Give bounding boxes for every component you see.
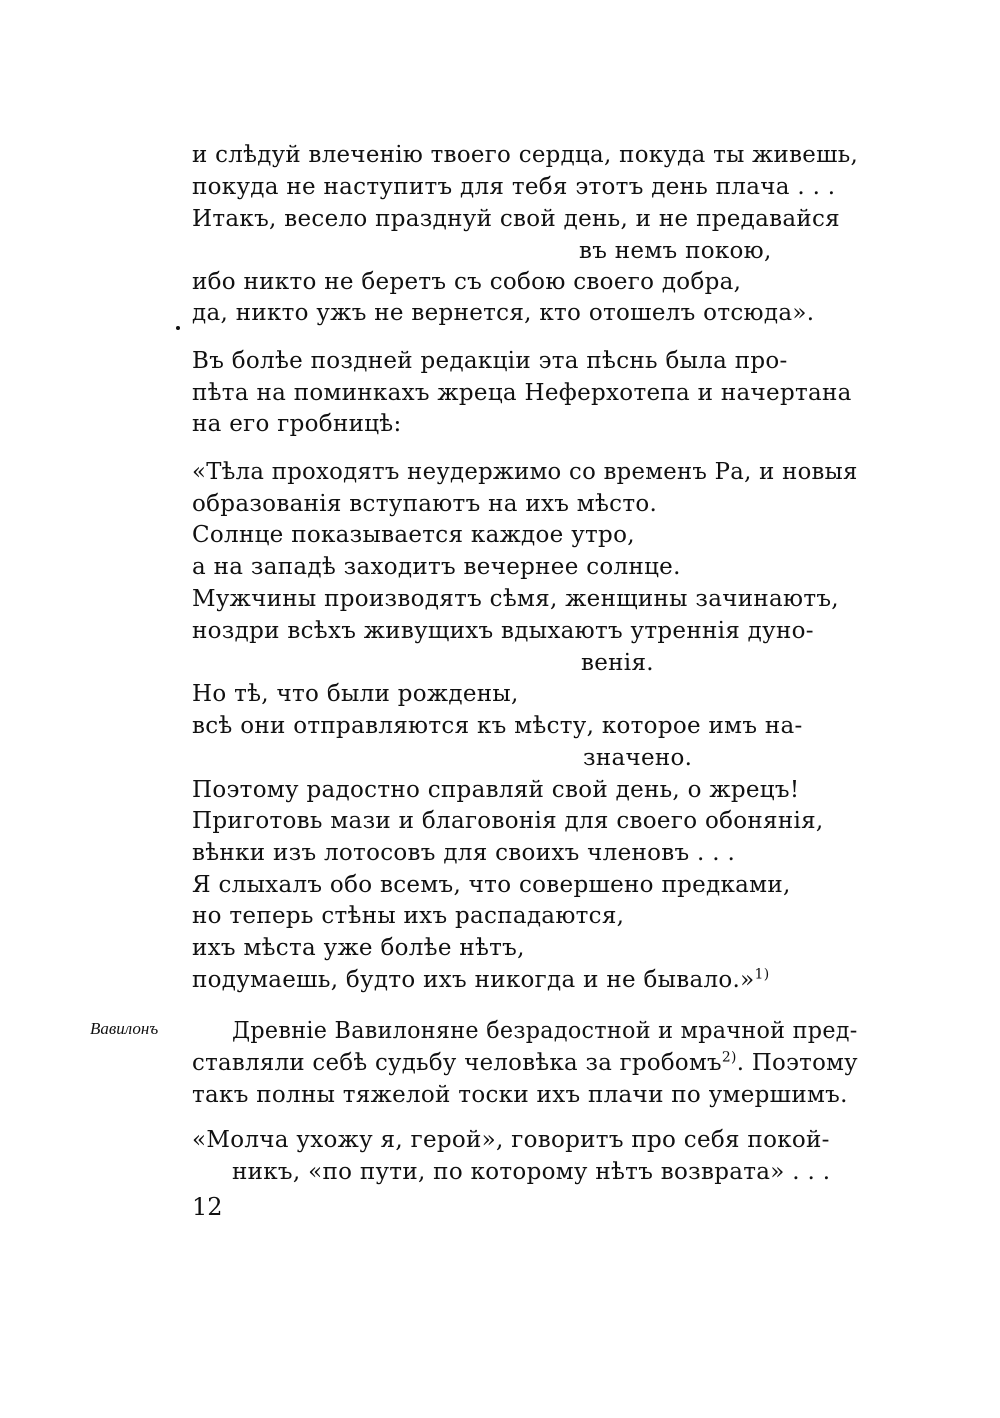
paragraph2-line: такъ полны тяжелой тоски ихъ плачи по умершимъ. <box>192 1082 848 1108</box>
paragraph1-line: Въ болѣе поздней редакціи эта пѣснь была про- <box>192 348 788 374</box>
poem2-line: «Тѣла проходятъ неудержимо со временъ Ра, и новыя <box>192 459 858 485</box>
poem1-line: Итакъ, весело празднуй свой день, и не предавайся <box>192 206 840 232</box>
paragraph1-line: пѣта на поминкахъ жреца Неферхотепа и начертана <box>192 380 852 406</box>
poem2-line: а на западѣ заходитъ вечернее солнце. <box>192 554 681 580</box>
paragraph3-line: «Молча ухожу я, герой», говоритъ про себя покой- <box>192 1127 830 1153</box>
poem2-line: значено. <box>583 745 693 771</box>
poem2-last-line <box>192 965 770 995</box>
poem2-line: Приготовь мази и благовонія для своего обонянія, <box>192 808 824 834</box>
poem2-line: образованія вступаютъ на ихъ мѣсто. <box>192 491 658 517</box>
poem2-line: Но тѣ, что были рождены, <box>192 681 519 707</box>
paragraph2-line: Древніе Вавилоняне безрадостной и мрачной пред- <box>232 1018 858 1044</box>
poem2-line: Я слыхалъ обо всемъ, что совершено предками, <box>192 872 791 898</box>
poem2-line: Солнце показывается каждое утро, <box>192 522 635 548</box>
poem2-line: вѣнки изъ лотосовъ для своихъ членовъ . . . <box>192 840 736 866</box>
poem1-line: покуда не наступитъ для тебя этотъ день плача . . . <box>192 174 836 200</box>
poem1-line: ибо никто не беретъ съ собою своего добра, <box>192 269 742 295</box>
paragraph1-line: на его гробницѣ: <box>192 411 402 437</box>
margin-dot <box>176 326 180 330</box>
poem1-line: въ немъ покою, <box>579 238 772 264</box>
paragraph2-text: ставляли себѣ судьбу человѣка за гробомъ <box>192 1050 722 1076</box>
poem2-line: Мужчины производятъ сѣмя, женщины зачинаютъ, <box>192 586 839 612</box>
footnote-mark: 1) <box>754 966 770 983</box>
paragraph2-line <box>192 1048 858 1078</box>
poem2-line: всѣ они отправляются къ мѣсту, которое имъ на- <box>192 713 803 739</box>
poem1-line: и слѣдуй влеченію твоего сердца, покуда ты живешь, <box>192 142 859 168</box>
poem1-line: да, никто ужъ не вернется, кто отошелъ отсюда». <box>192 300 815 326</box>
paragraph3-line: никъ, «по пути, по которому нѣтъ возврата» . . . <box>232 1159 831 1185</box>
footnote-mark: 2) <box>721 1049 737 1066</box>
margin-note: Вавилонъ <box>90 1019 159 1038</box>
poem2-line: ихъ мѣста уже болѣе нѣтъ, <box>192 935 525 961</box>
poem2-line: но теперь стѣны ихъ распадаются, <box>192 903 625 929</box>
poem2-line: подумаешь, будто ихъ никогда и не бывало.» <box>192 967 755 993</box>
poem2-line: ноздри всѣхъ живущихъ вдыхаютъ утреннія дуно- <box>192 618 814 644</box>
poem2-line: Поэтому радостно справляй свой день, о жрецъ! <box>192 777 800 803</box>
poem2-line: венія. <box>581 650 654 676</box>
page-number: 12 <box>192 1193 223 1221</box>
paragraph2-text: . Поэтому <box>736 1050 858 1076</box>
